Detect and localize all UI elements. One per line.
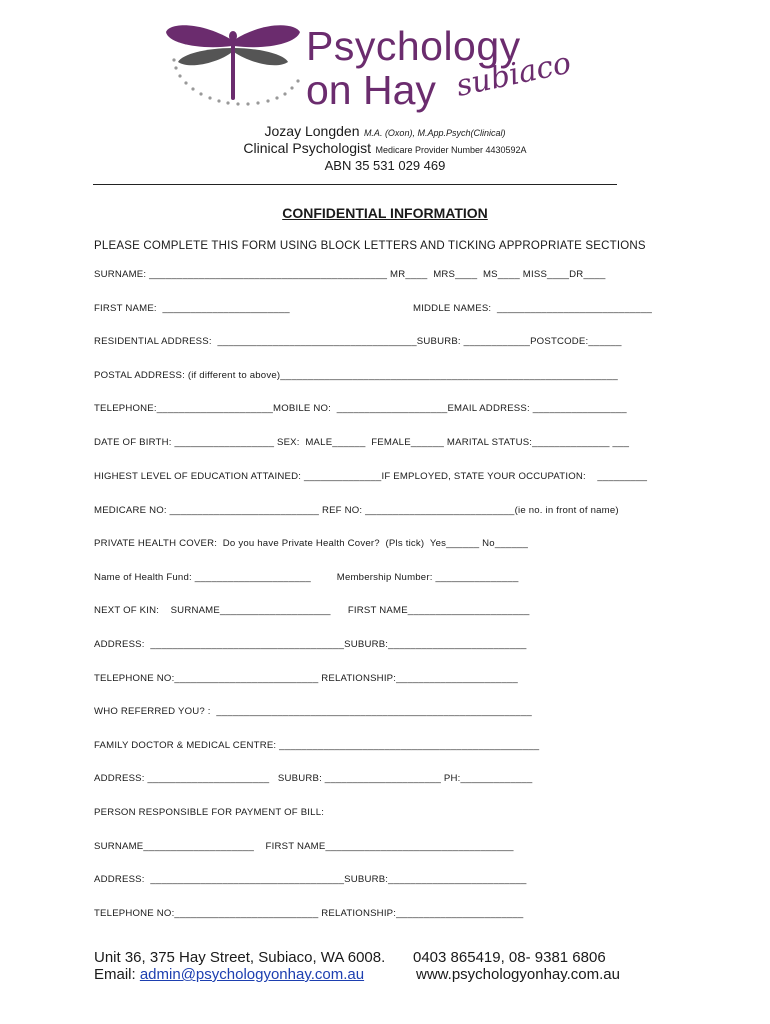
footer-email-label: Email: — [94, 966, 140, 983]
payer-name-field[interactable]: SURNAME____________________ FIRST NAME__________________________________ — [94, 841, 514, 852]
practitioner-name: Jozay Longden — [264, 123, 360, 139]
next-of-kin-field[interactable]: NEXT OF KIN: SURNAME____________________ FIRST NAME______________________ — [94, 605, 530, 616]
residential-address-field[interactable]: RESIDENTIAL ADDRESS: ____________________________________SUBURB: ____________POSTCODE:______ — [94, 336, 622, 347]
payment-responsible-heading: PERSON RESPONSIBLE FOR PAYMENT OF BILL: — [94, 807, 325, 818]
qualifications: M.A. (Oxon), M.App.Psych(Clinical) — [363, 128, 506, 138]
health-fund-field[interactable]: Name of Health Fund: _____________________ Membership Number: _______________ — [94, 572, 519, 583]
contact-numbers-field[interactable]: TELEPHONE:_____________________MOBILE NO: ____________________EMAIL ADDRESS: _________________ — [94, 403, 627, 414]
brand-line-3: subiaco — [453, 45, 575, 104]
middle-names-field[interactable]: MIDDLE NAMES: ____________________________ — [413, 303, 653, 314]
form-instructions: PLEASE COMPLETE THIS FORM USING BLOCK LETTERS AND TICKING APPROPRIATE SECTIONS — [94, 240, 646, 252]
brand-line-1: Psychology — [306, 23, 521, 69]
payer-telephone-field[interactable]: TELEPHONE NO:__________________________ RELATIONSHIP:_______________________ — [94, 908, 524, 919]
practitioner-name-line — [0, 123, 770, 141]
doctor-address-field[interactable]: ADDRESS: ______________________ SUBURB: _____________________ PH:_____________ — [94, 773, 533, 784]
footer-email-link[interactable]: admin@psychologyonhay.com.au — [139, 966, 365, 983]
footer-website[interactable]: www.psychologyonhay.com.au — [416, 966, 620, 983]
footer-address: Unit 36, 375 Hay Street, Subiaco, WA 6008. — [94, 949, 386, 966]
medicare-field[interactable]: MEDICARE NO: ___________________________ REF NO: ___________________________(ie no. in front of name) — [94, 505, 619, 516]
footer-email-line — [94, 966, 364, 983]
education-occupation-field[interactable]: HIGHEST LEVEL OF EDUCATION ATTAINED: ______________IF EMPLOYED, STATE YOUR OCCUPATION: _________ — [94, 471, 648, 482]
footer-phones: 0403 865419, 08- 9381 6806 — [413, 949, 606, 966]
surname-field[interactable]: SURNAME: ___________________________________________ MR____ MRS____ MS____ MISS____DR____ — [94, 269, 606, 280]
private-health-cover-field[interactable]: PRIVATE HEALTH COVER: Do you have Private Health Cover? (Pls tick) Yes______ No______ — [94, 538, 529, 549]
abn-line — [0, 157, 770, 175]
practitioner-role-line — [0, 140, 770, 158]
header-divider — [93, 184, 617, 185]
payer-address-field[interactable]: ADDRESS: ___________________________________SUBURB:_________________________ — [94, 874, 527, 885]
abn: ABN 35 531 029 469 — [324, 158, 446, 173]
family-doctor-field[interactable]: FAMILY DOCTOR & MEDICAL CENTRE: _______________________________________________ — [94, 740, 540, 751]
birth-sex-marital-field[interactable]: DATE OF BIRTH: __________________ SEX: MALE______ FEMALE______ MARITAL STATUS:______________ ___ — [94, 437, 630, 448]
practitioner-role: Clinical Psychologist — [243, 140, 372, 156]
first-name-field[interactable]: FIRST NAME: _______________________ — [94, 303, 290, 314]
postal-address-field[interactable]: POSTAL ADDRESS: (if different to above)_____________________________________________________________ — [94, 370, 618, 381]
provider-number: Medicare Provider Number 4430592A — [375, 145, 527, 155]
kin-telephone-field[interactable]: TELEPHONE NO:__________________________ RELATIONSHIP:______________________ — [94, 673, 518, 684]
brand-line-2: on Hay — [306, 67, 436, 113]
kin-address-field[interactable]: ADDRESS: ___________________________________SUBURB:_________________________ — [94, 639, 527, 650]
referrer-field[interactable]: WHO REFERRED YOU? : _________________________________________________________ — [94, 706, 532, 717]
form-title: CONFIDENTIAL INFORMATION — [282, 205, 488, 221]
